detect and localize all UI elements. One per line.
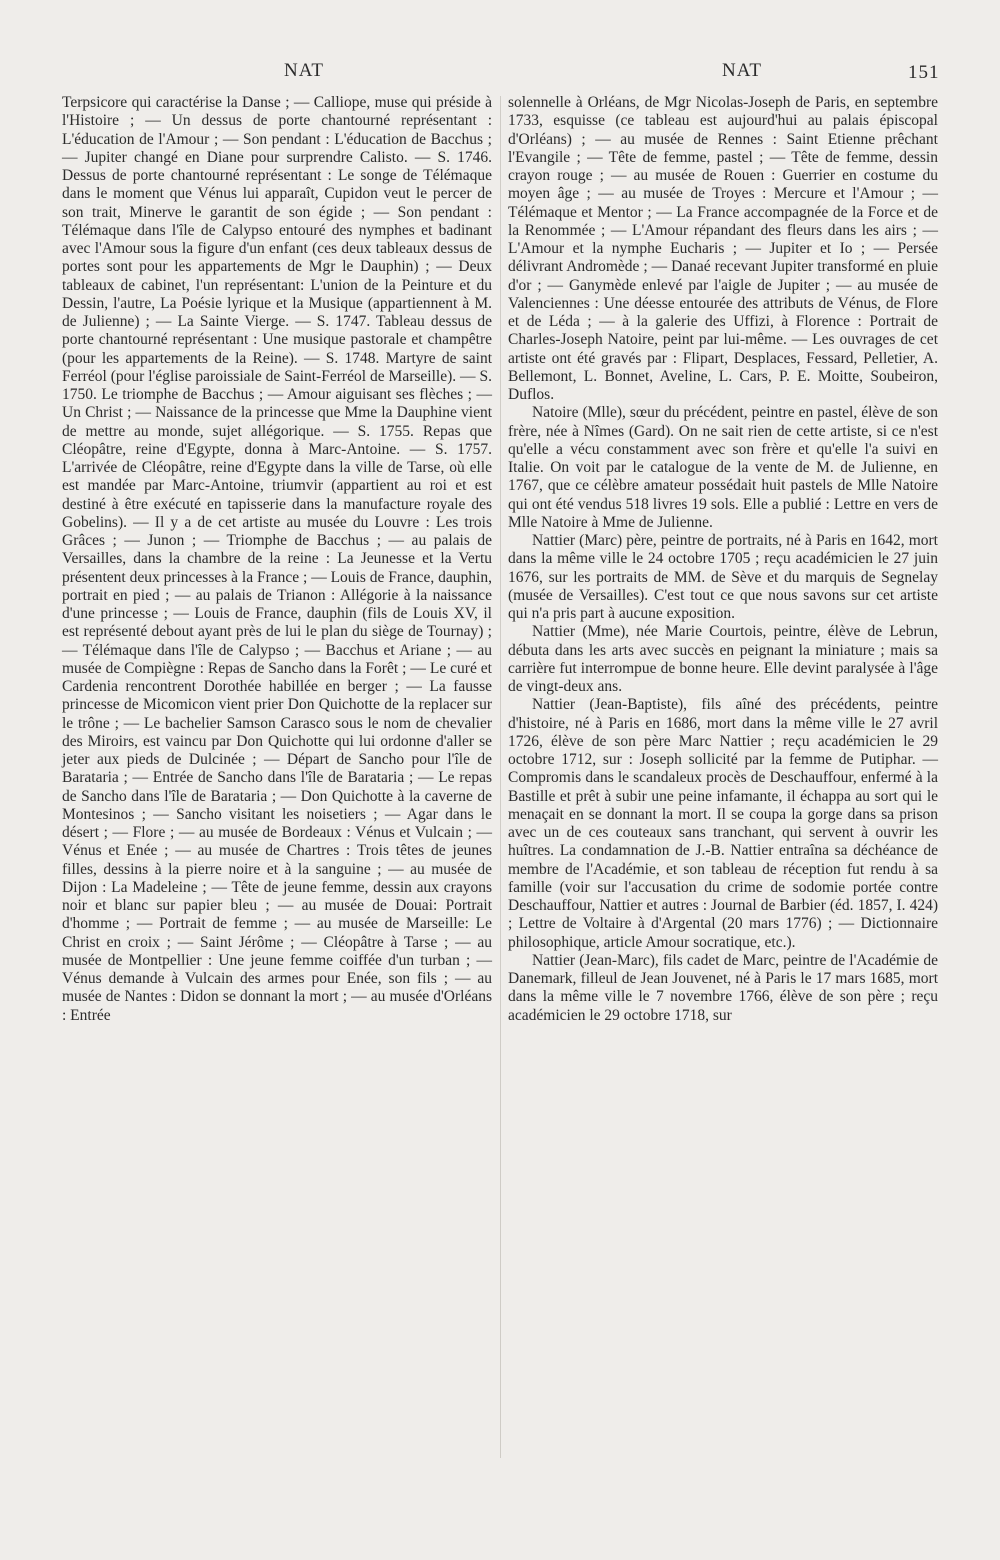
- entry-natoire-mlle: Natoire (Mlle), sœur du précédent, peintre en pastel, élève de son frère, née à Nîmes (Gard). On ne sait rien de cette artiste, si ce n'est qu'elle a vécu constamment avec son frère et qu'elle l'a suivi en Italie. On voit par le catalogue de la vente de M. de Julienne, en 1767, que ce célèbre amateur possédait huit pastels de Mlle Natoire qui ont été vendus 518 livres 19 sols. Elle a publié : Lettre en vers de Mlle Natoire à Mme de Julienne.: [508, 404, 938, 531]
- left-running-title: NAT: [284, 60, 324, 81]
- right-column: [508, 94, 938, 1025]
- left-column: [62, 94, 492, 1025]
- continued-entry-text: solennelle à Orléans, de Mgr Nicolas-Joseph de Paris, en septembre 1733, esquisse (ce tableau est aujourd'hui au palais épiscopal d'Orléans) ; — au musée de Rennes : Saint Etienne prêchant l'Evangile ; — Tête de femme, pastel ; — Tête de femme, dessin crayon rouge ; — au musée de Rouen : Guerrier en costume du moyen âge ; — au musée de Troyes : Mercure et l'Amour ; — Télémaque et Mentor ; — La France accompagnée de la Force et de la Renommée ; — L'Amour répandant des fleurs dans les airs ; — L'Amour et la nymphe Eucharis ; — Jupiter et Io ; — Persée délivrant Andromède ; — Danaé recevant Jupiter transformé en pluie d'or ; — Ganymède enlevé par l'aigle de Jupiter ; — au musée de Valenciennes : Une déesse entourée des attributs de Vénus, de Flore et de Léda ; — à la galerie des Uffizi, à Florence : Portrait de Charles-Joseph Natoire, peint par lui-même. — Les ouvrages de cet artiste ont été gravés par : Flipart, Desplaces, Fessard, Pelletier, A. Bellemont, L. Bonnet, Aveline, L. Cars, P. E. Moitte, Soubeiron, Duflos.: [508, 94, 938, 403]
- left-column-text: Terpsicore qui caractérise la Danse ; — Calliope, muse qui préside à l'Histoire ; — Un dessus de porte chantourné représentant : L'éducation de l'Amour ; — Son pendant : L'éducation de Bacchus ; — Jupiter changé en Diane pour surprendre Calisto. — S. 1746. Dessus de porte chantourné représentant : Le songe de Télémaque dans le moment que Vénus lui apparaît, Cupidon veut le percer de son trait, Minerve le garantit de son égide ; — Son pendant : Télémaque dans l'île de Calypso entouré des nymphes et badinant avec l'Amour sous la figure d'un enfant (ces deux tableaux dessus de portes sont pour les appartements de Mgr le Dauphin) ; — Deux tableaux de cabinet, l'un représentant: L'union de la Peinture et du Dessin, l'autre, La Poésie lyrique et la Musique (appartiennent à M. de Julienne) ; — La Sainte Vierge. — S. 1747. Tableau dessus de porte chantourné représentant : Une musique pastorale et champêtre (pour les appartements de la Reine). — S. 1748. Martyre de saint Ferréol (pour l'église paroissiale de Saint-Ferréol de Marseille). — S. 1750. Le triomphe de Bacchus ; — Amour aiguisant ses flèches ; — Un Christ ; — Naissance de la princesse que Mme la Dauphine vient de mettre au monde, sujet allégorique. — S. 1755. Repas que Cléopâtre, reine d'Egypte, donna à Marc-Antoine. — S. 1757. L'arrivée de Cléopâtre, reine d'Egypte dans la ville de Tarse, où elle est mandée par Marc-Antoine, triumvir (appartient au roi et est destiné à être exécuté en tapisserie dans la manufacture royale des Gobelins). — Il y a de cet artiste au musée du Louvre : Les trois Grâces ; — Junon ; — Triomphe de Bacchus ; — au palais de Versailles, dans la chambre de la reine : La Jeunesse et la Vertu présentent deux princesses à la France ; — Louis de France, dauphin, portrait en pied ; — au palais de Trianon : Allégorie à la naissance d'une princesse ; — Louis de France, dauphin (fils de Louis XV, il est représenté debout ayant près de lui le plan du siège de Tournay) ; — Télémaque dans l'île de Calypso ; — Bacchus et Ariane ; — au musée de Compiègne : Repas de Sancho dans la Forêt ; — Le curé et Cardenia rencontrent Dorothée habillée en berger ; — La fausse princesse de Micomicon vient prier Don Quichotte de la replacer sur le trône ; — Le bachelier Samson Carasco sous le nom de chevalier des Miroirs, est vaincu par Don Quichotte qui lui ordonne d'aller se jeter aux pieds de Dulcinée ; — Départ de Sancho pour l'île de Barataria ; — Entrée de Sancho dans l'île de Barataria ; — Le repas de Sancho dans l'île de Barataria ; — Don Quichotte à la caverne de Montesinos ; — Sancho visitant les noisetiers ; — Agar dans le désert ; — Flore ; — au musée de Bordeaux : Vénus et Vulcain ; — Vénus et Enée ; — au musée de Chartres : Trois têtes de jeunes filles, dessins à la pierre noire et à la sanguine ; — au musée de Dijon : La Madeleine ; — Tête de jeune femme, dessin aux crayons noir et blanc sur papier bleu ; — au musée de Douai: Portrait d'homme ; — Portrait de femme ; — au musée de Marseille: Le Christ en croix ; — Saint Jérôme ; — Cléopâtre à Tarse ; — au musée de Montpellier : Une jeune femme coiffée d'un turban ; — Vénus demande à Vulcain des armes pour Enée, son fils ; — au musée de Nantes : Didon se donnant la mort ; — au musée d'Orléans : Entrée: [62, 94, 492, 1024]
- entry-nattier-jean-marc: Nattier (Jean-Marc), fils cadet de Marc, peintre de l'Académie de Danemark, filleul de Jean Jouvenet, né à Paris le 17 mars 1685, mort dans la même ville le 7 novembre 1766, élève de son père ; reçu académicien le 29 octobre 1718, sur: [508, 951, 938, 1024]
- running-header: [0, 60, 1000, 90]
- column-divider: [500, 96, 501, 1458]
- right-running-title: NAT: [722, 60, 762, 81]
- entry-nattier-marc: Nattier (Marc) père, peintre de portraits, né à Paris en 1642, mort dans la même ville le 24 octobre 1705 ; reçu académicien le 27 juin 1676, sur les portraits de MM. de Sève et du marquis de Segnelay (musée de Versailles). C'est tout ce que nous savons sur cet artiste qui n'a pris part à aucune exposition.: [508, 532, 938, 622]
- entry-nattier-jean-baptiste: Nattier (Jean-Baptiste), fils aîné des précédents, peintre d'histoire, né à Paris en 1686, mort dans la même ville le 27 avril 1726, élève de son père Marc Nattier ; reçu académicien le 29 octobre 1712, sur : Joseph sollicité par la femme de Putiphar. — Compromis dans le scandaleux procès de Deschauffour, enfermé à la Bastille et prêt à subir une peine infamante, il échappa au sort qui le menaçait en se donnant la mort. Il se coupa la gorge dans sa prison avec un de ces couteaux sans tranchant, qui servent à ouvrir les huîtres. La condamnation de J.-B. Nattier entraîna sa déchéance de membre de l'Académie, et son tableau de réception fut rendu à sa famille (voir sur l'accusation du crime de sodomie portée contre Deschauffour, Nattier et autres : Journal de Barbier (éd. 1857, I. 424) ; Lettre de Voltaire à d'Argental (20 mars 1776) ; — Dictionnaire philosophique, article Amour socratique, etc.).: [508, 696, 938, 951]
- page-number: 151: [908, 62, 940, 83]
- entry-nattier-mme: Nattier (Mme), née Marie Courtois, peintre, élève de Lebrun, débuta dans les arts avec succès en peignant la miniature ; mais sa carrière fut interrompue de bonne heure. Elle devint paralysée à l'âge de vingt-deux ans.: [508, 623, 938, 695]
